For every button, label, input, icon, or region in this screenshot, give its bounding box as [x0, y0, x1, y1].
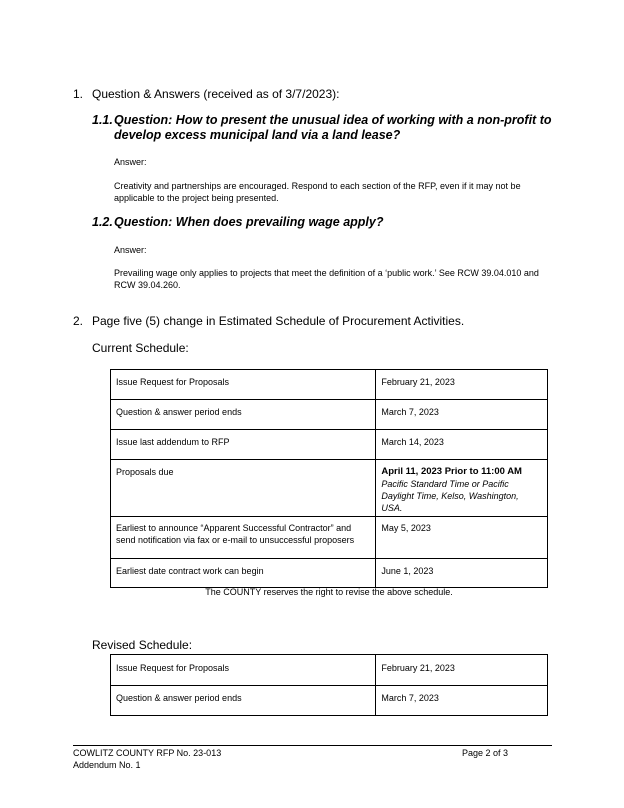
section-1-title: Question & Answers (received as of 3/7/2023):: [92, 87, 340, 101]
revised-schedule-table: [110, 654, 548, 716]
footer-page-number: Page 2 of 3: [462, 748, 509, 758]
proposals-due-location: Pacific Standard Time or Pacific Daylight Time, Kelso, Washington, USA.: [381, 479, 519, 513]
date-cell: February 21, 2023: [376, 655, 548, 686]
table-row: [111, 559, 548, 588]
date-cell: [376, 460, 548, 517]
activity-cell: Question & answer period ends: [111, 686, 376, 716]
activity-cell: Issue Request for Proposals: [111, 370, 376, 400]
footer-rfp: COWLITZ COUNTY RFP No. 23-013: [73, 748, 222, 758]
activity-cell: Issue Request for Proposals: [111, 655, 376, 686]
table-row: [111, 517, 548, 559]
question-1-1-number: 1.1.: [92, 113, 113, 127]
table-row: [111, 400, 548, 430]
answer-1-2-label: Answer:: [114, 245, 147, 255]
current-schedule-table: [110, 369, 548, 588]
activity-cell: Question & answer period ends: [111, 400, 376, 430]
section-2-number: 2.: [73, 314, 84, 328]
table-row: [111, 686, 548, 716]
section-1-number: 1.: [73, 87, 84, 101]
answer-1-1-text: Creativity and partnerships are encouraged. Respond to each section of the RFP, even if it may not be applicable to the project being presented.: [114, 181, 521, 203]
date-cell: March 14, 2023: [376, 430, 548, 460]
date-cell: March 7, 2023: [376, 686, 548, 716]
footer-rule: [73, 745, 552, 746]
proposals-due-date: April 11, 2023 Prior to 11:00 AM: [381, 466, 522, 477]
answer-1-1-label: Answer:: [114, 157, 147, 167]
activity-cell: Earliest date contract work can begin: [111, 559, 376, 588]
section-2-title: Page five (5) change in Estimated Schedule of Procurement Activities.: [92, 314, 465, 328]
activity-cell: Earliest to announce “Apparent Successful Contractor” and send notification via fax or e-mail to unsuccessful proposers: [111, 517, 376, 559]
question-1-1-text: Question: How to present the unusual idea of working with a non-profit to develop excess municipal land via a land lease?: [114, 113, 552, 142]
table-row: [111, 370, 548, 400]
date-cell: March 7, 2023: [376, 400, 548, 430]
table-row: [111, 430, 548, 460]
revised-schedule-label: Revised Schedule:: [92, 638, 193, 652]
activity-cell: Proposals due: [111, 460, 376, 517]
reserve-note: The COUNTY reserves the right to revise the above schedule.: [205, 587, 453, 597]
table-row: [111, 655, 548, 686]
date-cell: June 1, 2023: [376, 559, 548, 588]
date-cell: May 5, 2023: [376, 517, 548, 559]
date-cell: February 21, 2023: [376, 370, 548, 400]
question-1-2-text: Question: When does prevailing wage apply?: [114, 215, 384, 229]
answer-1-2-text: Prevailing wage only applies to projects that meet the definition of a ‘public work.’ See RCW 39.04.010 and RCW 39.04.260.: [114, 268, 539, 290]
table-row: [111, 460, 548, 517]
current-schedule-label: Current Schedule:: [92, 341, 189, 355]
footer-addendum: Addendum No. 1: [73, 760, 141, 770]
question-1-2-number: 1.2.: [92, 215, 113, 229]
activity-cell: Issue last addendum to RFP: [111, 430, 376, 460]
